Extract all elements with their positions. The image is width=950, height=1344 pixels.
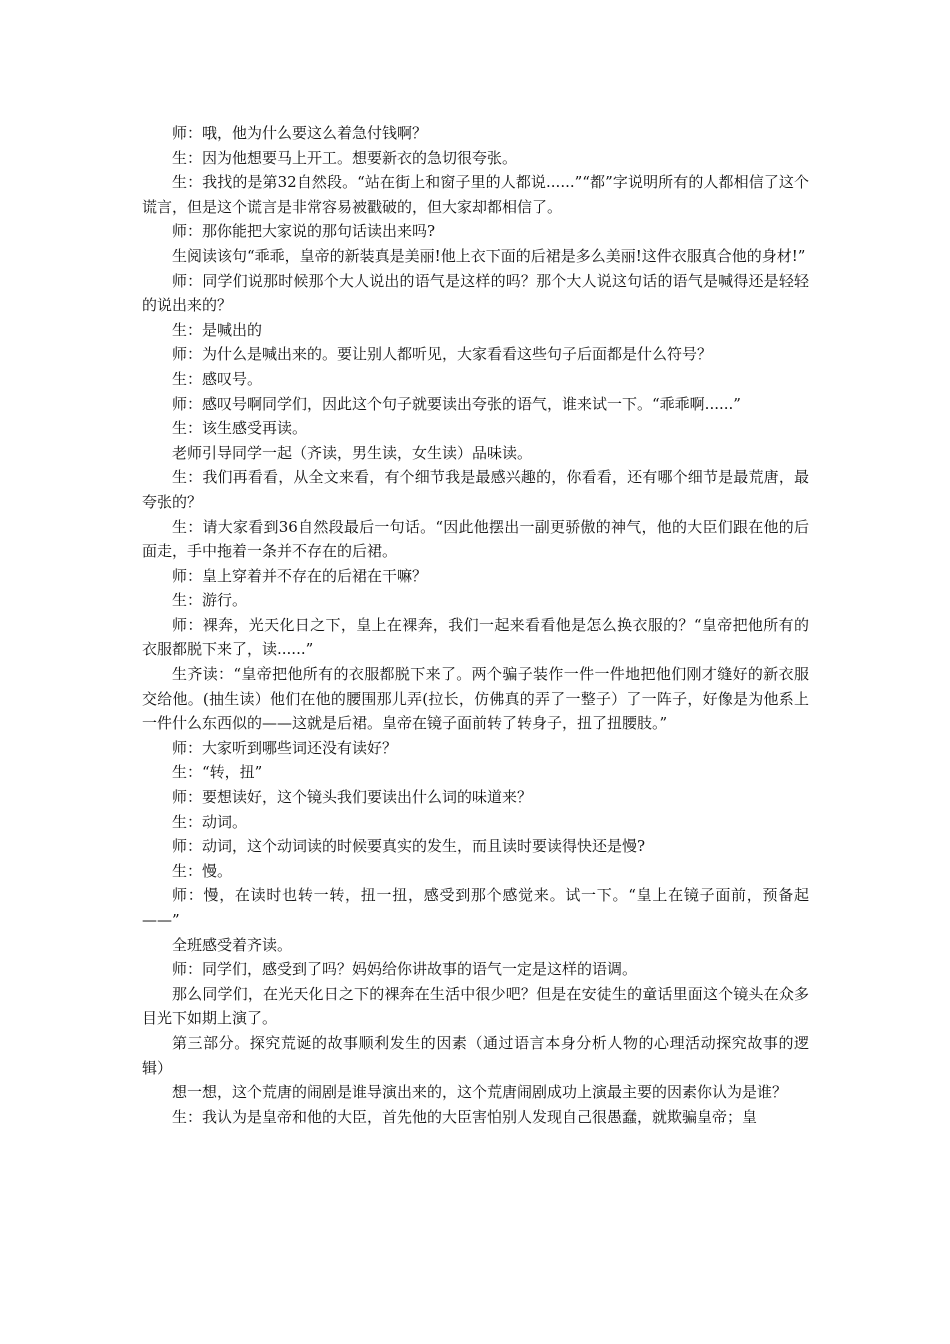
paragraph: 生：动词。 xyxy=(172,812,248,831)
paragraph: 第三部分。探究荒诞的故事顺利发生的因素（通过语言本身分析人物的心理活动探究故事的逻辑） xyxy=(142,1033,809,1077)
paragraph: 生：该生感受再读。 xyxy=(172,419,308,438)
paragraph: 师：大家听到哪些词还没有读好？ xyxy=(172,738,398,757)
paragraph: 生：“转，扭” xyxy=(172,763,263,782)
paragraph: 师：同学们，感受到了吗？妈妈给你讲故事的语气一定是这样的语调。 xyxy=(172,960,638,979)
paragraph: 生：是喊出的 xyxy=(172,320,263,339)
paragraph: 生阅读该句“乖乖，皇帝的新装真是美丽!他上衣下面的后裙是多么美丽!这件衣服真合他的身材!” xyxy=(172,246,806,265)
paragraph: 师：同学们说那时候那个大人说出的语气是这样的吗？那个大人说这句话的语气是喊得还是轻轻的说出来的？ xyxy=(142,271,809,315)
paragraph: 生齐读：“皇帝把他所有的衣服都脱下来了。两个骗子装作一件一件地把他们刚才缝好的新衣服交给他。(抽生读）他们在他的腰围那儿弄(拉长，仿佛真的弄了一整子）了一阵子，好像是为他系上一件什么东西似的——这就是后裙。皇帝在镜子面前转了转身子，扭了扭腰肢。” xyxy=(142,665,809,733)
paragraph: 生：因为他想要马上开工。想要新衣的急切很夸张。 xyxy=(172,148,518,167)
paragraph: 师：动词，这个动词读的时候要真实的发生，而且读时要读得快还是慢? xyxy=(172,837,646,856)
paragraph: 生：我们再看看，从全文来看，有个细节我是最感兴趣的，你看看，还有哪个细节是最荒唐，最夸张的？ xyxy=(142,468,809,511)
paragraph: 想一想，这个荒唐的闹剧是谁导演出来的，这个荒唐闹剧成功上演最主要的因素你认为是谁？ xyxy=(172,1083,788,1102)
paragraph: 生：感叹号。 xyxy=(172,369,263,388)
paragraph: 生：游行。 xyxy=(172,591,248,610)
paragraph: 生：我认为是皇帝和他的大臣，首先他的大臣害怕别人发现自己很愚蠢，就欺骗皇帝；皇 xyxy=(172,1107,758,1126)
paragraph: 师：为什么是喊出来的。要让别人都听见，大家看看这些句子后面都是什么符号？ xyxy=(172,345,713,364)
paragraph: 那么同学们，在光天化日之下的裸奔在生活中很少吧？但是在安徒生的童话里面这个镜头在众多目光下如期上演了。 xyxy=(142,984,809,1028)
paragraph: 生：慢。 xyxy=(172,861,233,880)
paragraph: 师：要想读好，这个镜头我们要读出什么词的味道来？ xyxy=(172,788,533,807)
paragraph: 生：我找的是第32自然段。“站在街上和窗子里的人都说......”“都”字说明所有的人都相信了这个谎言，但是这个谎言是非常容易被戳破的，但大家却都相信了。 xyxy=(142,173,809,216)
paragraph: 师：那你能把大家说的那句话读出来吗? xyxy=(172,222,436,241)
paragraph: 师：慢，在读时也转一转，扭一扭，感受到那个感觉来。试一下。“皇上在镜子面前，预备起——” xyxy=(142,886,809,929)
paragraph: 老师引导同学一起（齐读，男生读，女生读）品味读。 xyxy=(172,443,533,462)
paragraph: 全班感受着齐读。 xyxy=(172,935,293,954)
paragraph: 师：哦，他为什么要这么着急付钱啊？ xyxy=(172,124,428,142)
document-body xyxy=(142,121,809,1129)
paragraph: 师：感叹号啊同学们，因此这个句子就要读出夸张的语气，谁来试一下。“乖乖啊......” xyxy=(172,394,741,413)
paragraph: 师：裸奔，光天化日之下，皇上在裸奔，我们一起来看看他是怎么换衣服的？“皇帝把他所有的衣服都脱下来了，读......” xyxy=(142,615,809,659)
paragraph: 生：请大家看到36自然段最后一句话。“因此他摆出一副更骄傲的神气，他的大臣们跟在他的后面走，手中拖着一条并不存在的后裙。 xyxy=(142,517,809,561)
paragraph: 师：皇上穿着并不存在的后裙在干嘛？ xyxy=(172,566,428,585)
